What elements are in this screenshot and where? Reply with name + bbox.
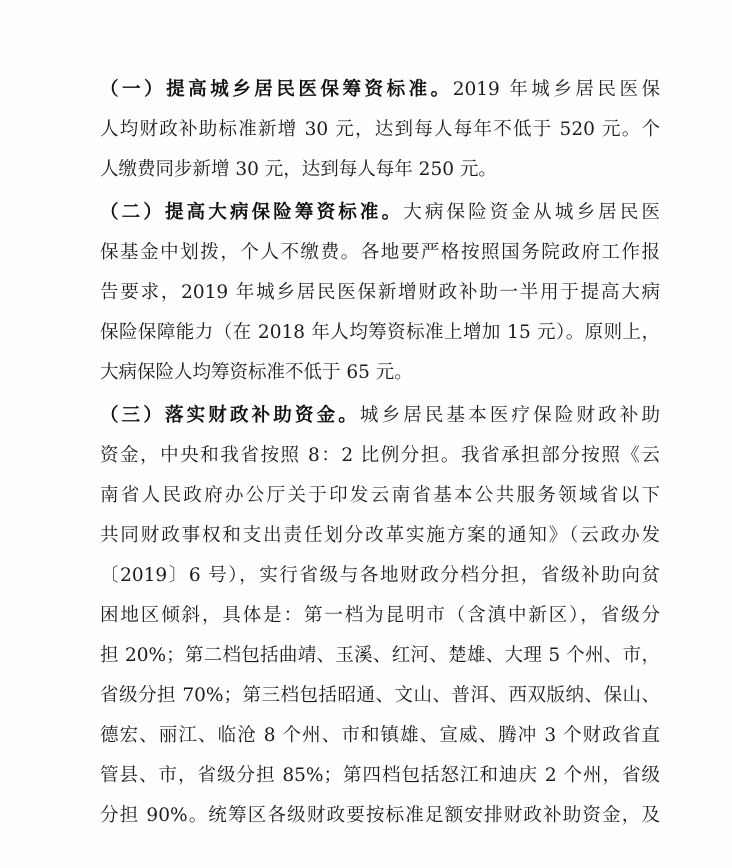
section-heading-3: （三）落实财政补助资金。: [100, 405, 360, 426]
paragraph-2-line-1: [100, 193, 660, 233]
paragraph-3-line-6: 困地区倾斜，具体是：第一档为昆明市（含滇中新区），省级分: [100, 605, 660, 626]
paragraph-2-line-5: 大病保险人均筹资标准不低于 65 元。: [100, 362, 413, 383]
paragraph-2-line-3: 告要求，2019 年城乡居民医保新增财政补助一半用于提高大病: [100, 282, 660, 303]
paragraph-3-line-5: 〔2019〕6 号），实行省级与各地财政分档分担，省级补助向贫: [100, 565, 660, 586]
paragraph-3-line-1: [100, 396, 660, 436]
paragraph-2-line-2: 保基金中划拨，个人不缴费。各地要严格按照国务院政府工作报: [100, 242, 660, 263]
section-heading-2: （二）提高大病保险筹资标准。: [100, 202, 404, 223]
line-text: 大病保险资金从城乡居民医: [403, 202, 660, 223]
paragraph-3-line-2: 资金，中央和我省按照 8：2 比例分担。我省承担部分按照《云: [100, 445, 660, 466]
paragraph-3-line-4: 共同财政事权和支出责任划分改革实施方案的通知》（云政办发: [100, 525, 660, 546]
paragraph-2-line-4: 保险保障能力（在 2018 年人均筹资标准上增加 15 元）。原则上，: [100, 322, 660, 343]
paragraph-1-line-2: 人均财政补助标准新增 30 元，达到每人每年不低于 520 元。个: [100, 119, 660, 140]
line-text: 2019 年城乡居民医保: [452, 79, 660, 100]
paragraph-3-line-7: 担 20%；第二档包括曲靖、玉溪、红河、楚雄、大理 5 个州、市，: [100, 645, 660, 666]
paragraph-3-line-11: 分担 90%。统筹区各级财政要按标准足额安排财政补助资金，及: [100, 805, 660, 826]
paragraph-1-line-3: 人缴费同步新增 30 元，达到每人每年 250 元。: [100, 159, 497, 180]
section-heading-1: （一）提高城乡居民医保筹资标准。: [100, 79, 453, 100]
paragraph-3-line-8: 省级分担 70%；第三档包括昭通、文山、普洱、西双版纳、保山、: [100, 685, 660, 706]
paragraph-1-line-1: [100, 70, 660, 110]
paragraph-3-line-9: 德宏、丽江、临沧 8 个州、市和镇雄、宣威、腾冲 3 个财政省直: [100, 725, 660, 746]
line-text: 城乡居民基本医疗保险财政补助: [359, 405, 660, 426]
paragraph-3-line-10: 管县、市，省级分担 85%；第四档包括怒江和迪庆 2 个州，省级: [100, 765, 660, 786]
paragraph-3-line-3: 南省人民政府办公厅关于印发云南省基本公共服务领域省以下: [100, 485, 660, 506]
